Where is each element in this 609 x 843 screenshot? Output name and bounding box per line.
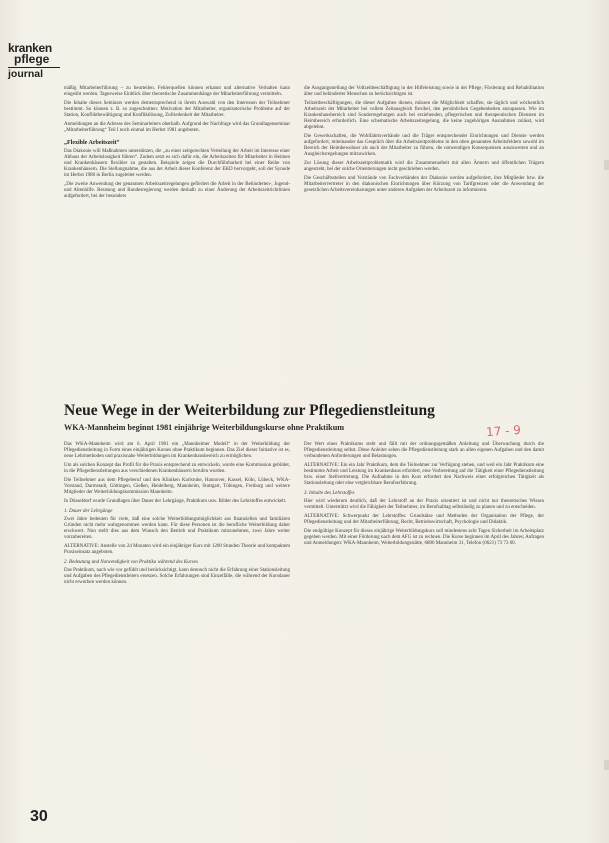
paragraph: In Düsseldorf wurde Grundlagen über Dauer der Lehrgänge, Praktikum usw. Bilder des Lehrstoffes entwickelt. bbox=[64, 499, 287, 504]
paragraph: Hier wird wiederum deutlich, daß der Lehrstoff an der Praxis orientiert ist und nicht nur theoretisches Wissen vermittelt. Unterstützt wird die Fähigkeit der Teilnehmer, im Berufsalltag selbständig zu planen und zu entscheiden. bbox=[304, 499, 544, 510]
paragraph: Die endgültige Konzept für dieses einjährige Weiterbildungskurs soll mindestens acht Tagen Sicherheit im Arbeitsplatz gegeben werden. Mit einer Förderung nach dem AFG ist zu rechnen. Die Kurse beginnen im April des Jahres; Anfragen und Anmeldungen: WKA-Mannheim, Weiterbildungsstätte, 6800 Mannheim 31, Telefon (0621) 73 73 60. bbox=[304, 529, 544, 546]
logo-line-kranken: kranken bbox=[8, 41, 52, 55]
paragraph: Um als solchen Konzept das Profil für die Praxis entsprechend zu entwickeln, wurde eine Kommission gebildet, in die Pflegedienstleitungen aus verschiedenen Krankenhäusern berufen wurden. bbox=[64, 463, 290, 474]
page-number: 30 bbox=[30, 808, 48, 825]
paragraph: Die Geschäftsstellen und Vorstände von Fachverbänden der Diakonie werden aufgefordert, ihre Mitglieder bzw. die Mitarbeitervertreter in den diakonischen Einrichtungen über Kürzung von Tarifgrenzen oder die Anwendung der gesetzlichen Arbeitsvereinbarungen unter anderen Aufgaben der Arbeitszeit zu informieren. bbox=[304, 176, 544, 193]
paragraph: ALTERNATIVE: Anstelle von 24 Monaten wird ein einjähriger Kurs mit 1200 Stunden Theorie und kompaktem Praxiseinsatz angeboten. bbox=[64, 544, 290, 555]
bottom-left-column bbox=[64, 442, 290, 589]
logo-line-pflege: pflege bbox=[14, 52, 50, 66]
section-heading: 1. Dauer der Lehrgänge bbox=[64, 509, 113, 514]
journal-logo bbox=[8, 42, 66, 80]
paragraph: Zwei Jahre bedeuten für viele, daß eine solche Weiterbildungsmöglichkeit aus finanziellen und familiären Gründen nicht mehr wahrgenommen werden kann. Für diese Personen ist die berufliche Weiterbildung daher erschwert. Nun stellt dies aus dem Wunsch den Betrieb und Praktikum mitzunehmen, zwei Jahre weiter vorzubereiten. bbox=[64, 517, 290, 540]
section-heading: „Flexible Arbeitszeit“ bbox=[64, 140, 120, 146]
paragraph: Das WKA-Mannheim wird am 6. April 1981 ein „Mannheimer Modell“ in der Weiterbildung der Pflegedienstleitung in Form eines einjährigen Kurses ohne Praktikum beginnen. Das Ziel dieser Initiative ist es, neue Lehrmethoden und praxisnahe Weiterbildungen im Krankenhausbereich zu ermöglichen. bbox=[64, 442, 290, 459]
section-heading: 3. Inhalte des Lehrstoffes bbox=[304, 491, 355, 496]
paragraph: ALTERNATIVE: Ein ein Jahr Praktikum, dem die Teilnehmer zur Verfügung stehen, und weil ein Jahr Praktikum eine bestimmte Arbeit und Leistung im Krankenhaus erfordert, eine Vorbereitung auf die Tätigkeit einer Pflegedienstleitung bzw. einer Stellvertretung. Die Aufnahme in den Kurs erfordert den Nachweis einer erfolgreichen Tätigkeit als Stationsleitung oder eine vergleichbare Berufserfahrung. bbox=[304, 463, 544, 486]
top-right-column bbox=[304, 86, 544, 197]
section-heading: 2. Bedeutung und Notwendigkeit von Praktika während des Kurses bbox=[64, 560, 198, 565]
paragraph: die Ausgangsstellung der Vollzeitbeschäftigung in der Hilfeleistung sowie in der Pflege, Förderung und Rehabilitation älter und behinderter Menschen zu berücksichtigen ist. bbox=[304, 86, 544, 97]
paragraph: Das Praktikum, nach wie vor gefühlt und berücksichtigt, kann dennoch nicht die Erfahrung einer Stationsleitung und Aufgaben des Pflegedienstleiters ersetzen. Solche Erfahrungen sind Einzelfälle, die während der Kursdauer nicht erworben werden können. bbox=[64, 568, 290, 585]
paragraph: Die Teilnehmer aus dem Pflegeberuf und den Kliniken Karlsruhe, Hannover, Kassel, Köln, Lübeck, WKA-Vorstand, Darmstadt, Göttingen, Gießen, Heidelberg, Mannheim, Stuttgart, Tübingen, Freiburg und weitere Mitglieder der Weiterbildungskommission Mannheim. bbox=[64, 478, 290, 495]
paragraph: Zur Lösung dieser Arbeitszeitproblematik wird die Zusammenarbeit mit allen Ämtern und öffentlichen Trägern angestrebt, bei der solche Orientierungen nicht geschrieben werden. bbox=[304, 161, 544, 172]
punch-hole-mark bbox=[604, 760, 609, 770]
article-headline: Neue Wege in der Weiterbildung zur Pflegedienstleitung bbox=[64, 402, 435, 419]
paragraph: Anmeldungen an die Adresse des Seminarleiters oberhalb. Aufgrund der Nachfrage wird das Grundlagenseminar „Mitarbeiterführung“ Teil I noch einmal im Herbst 1981 angeboten. bbox=[64, 122, 290, 133]
handwritten-annotation: 17 - 9 bbox=[485, 422, 522, 440]
paragraph: Teilzeitbeschäftigungen, die dieser Aufgaben dienen, müssen die Möglichkeit schaffen, sie täglich und wöchentlich Arbeitszeit der Mitarbeiter bei vollem Zeitausgleich flexibel, den persönlichen Gegebenheiten anzupassen. Wie im Krankenhausbereich sind Sonderregelungen auch bei erziehenden, pflegerischen und therapeutischen Diensten im Heimbereich erforderlich. Eine schematische Arbeitszeitregelung, die keine zugehörigen Ausnahmen zulässt, wird abgelehnt. bbox=[304, 101, 544, 130]
paragraph: Die Gewerkschaften, die Wohlfahrtsverbände und die Träger entsprechender Einrichtungen und Dienste werden aufgefordert, miteinander das Gespräch über die Arbeitszeitprobleme in den oben genannten Arbeitsfeldern sowohl im Bereich der Heimbewohner als auch der Mitarbeiter zu führen, die notwendigen Konsequenzen auszuwerten und an Ausgleichsregelungen mitzuwirken. bbox=[304, 134, 544, 157]
paragraph: mäßig Mitarbeiterführung – zu beurteilen. Fehlerquellen können erkannt und alternative Verhalten kann eingeübt werden. Tagesweise Einblick über theoretische Zusammenhänge der Mitarbeiterführung vermitteln. bbox=[64, 86, 290, 97]
logo-line-journal: journal bbox=[8, 67, 60, 80]
top-left-column bbox=[64, 86, 290, 203]
paragraph: Die Inhalte dieses Seminars werden dementsprechend in ihrem Auswahl von den Interessen der Teilnehmer bestimmt. So können z. B. so zugeschnitten: Motivation der Mitarbeiter, organisatorische Probleme auf der Station, Konfliktbewältigung und Konfliktlösung, Zufriedenheit der Mitarbeiter. bbox=[64, 101, 290, 118]
paragraph: Das Diakonie will Maßnahmen unterstützen, die „zu einer zeitgerechten Verteilung der Arbeit im Interesse einer Abbaus der Arbeitslosigkeit führen“. Zudem setzt es sich dafür ein, die Arbeitszeiten für Mitarbeiter in Heimen und Krankenhäusern flexibler zu gestalten. Beispiele zeigen die Durchführbarkeit bei einer Reihe von Krankenhäusern. Die Stellungnahme, die aus der Arbeit dieser Konferenz der EKD hervorgeht, soll der Synode im Herbst 1980 in Berlin zugeleitet werden. bbox=[64, 149, 290, 178]
paragraph: ALTERNATIVE: Schwerpunkt der Lehrstoffes: Grundsätze und Methoden der Organisation der Pflege, der Pflegedienstleitung und der Mitarbeiterführung, Recht, Betriebswirtschaft, Psychologie und Didaktik. bbox=[304, 514, 544, 525]
article-subheadline: WKA-Mannheim beginnt 1981 einjährige Weiterbildungskurse ohne Praktikum bbox=[64, 423, 345, 432]
bottom-right-column bbox=[304, 442, 544, 550]
paragraph: Der Wert eines Praktikums steht und fällt mit der ordnungsgemäßen Anleitung und Überwachung durch die Pflegedienstleitung selbst. Diese Anleiter sehen die Pflegedienstleitung stark an allen eigenen Aufgaben und den damit verbundenen Anforderungen und Belastungen. bbox=[304, 442, 544, 459]
punch-hole-mark bbox=[604, 160, 609, 170]
paragraph: „Die zweite Anwendung der genannten Arbeitszeitregelungen gefördert die Arbeit in der Behinderten-, Jugend- und Altenhilfe. Beratung und Bundesregierung werden deshalb zu einer Änderung der Arbeitszeitrichtlinien aufgefordert, bei der besonders bbox=[64, 182, 290, 199]
